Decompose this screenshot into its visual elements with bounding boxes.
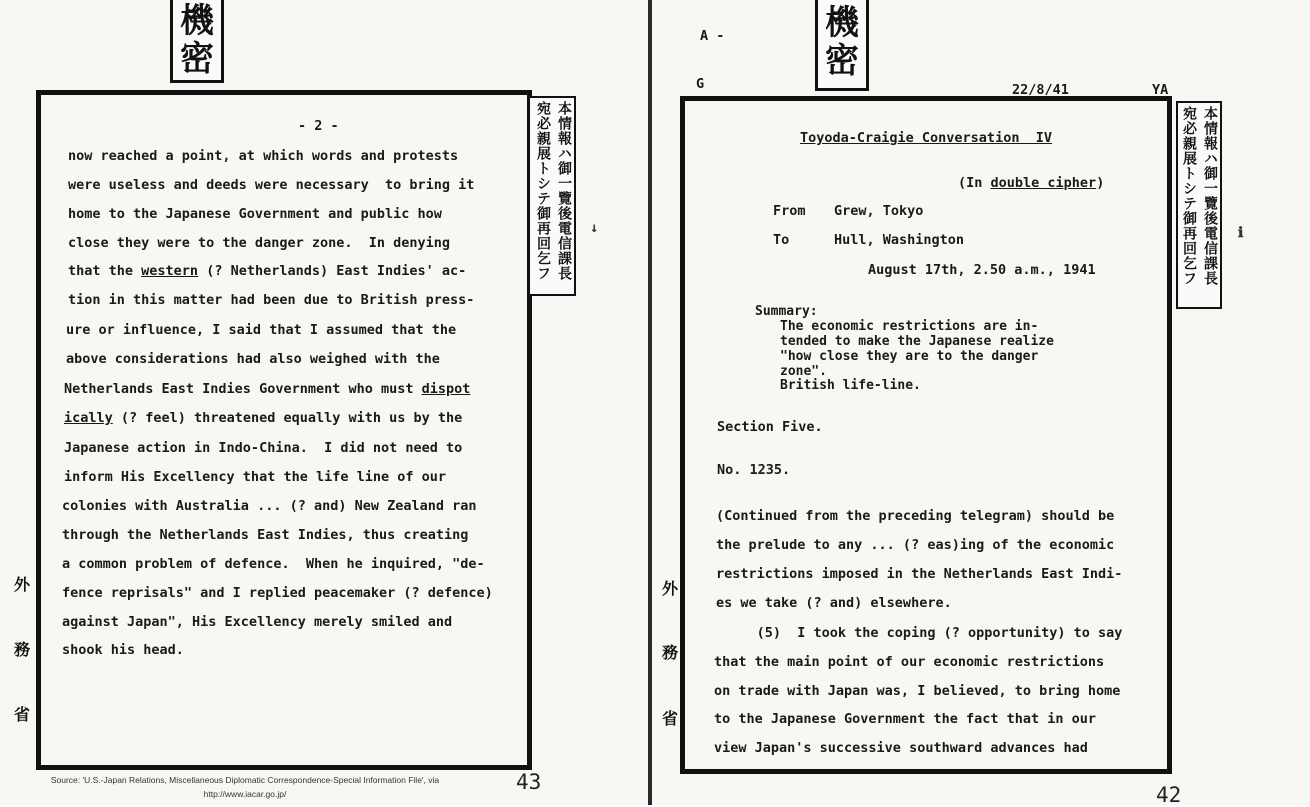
text-line: the prelude to any ... (? eas)ing of the economic — [716, 537, 1115, 553]
text-line: fence reprisals" and I replied peacemaker (? defence) — [62, 585, 493, 601]
section-heading: Section Five. — [717, 419, 823, 435]
text-line: es we take (? and) elsewhere. — [716, 595, 952, 611]
secret-stamp-left — [170, 0, 224, 83]
page-number-left: 43 — [516, 770, 542, 794]
text-line: against Japan", His Excellency merely smiled and — [62, 614, 453, 630]
text-segment: that the — [68, 263, 142, 279]
source-caption: Source: 'U.S.-Japan Relations, Miscellaneous Diplomatic Correspondence-Special Information File', via http://www.iacar.go.jp/ — [50, 775, 440, 799]
routing-column: 宛必親展トシテ御再回乞フ — [535, 101, 551, 281]
text-segment: (In — [958, 175, 991, 191]
secret-stamp-right — [815, 0, 869, 91]
text-line: view Japan's successive southward advances had — [714, 740, 1088, 756]
margin-kanji: 務 — [14, 640, 31, 659]
from-value: Grew, Tokyo — [834, 203, 924, 219]
text-segment: Netherlands East Indies Government who must — [64, 381, 422, 397]
message-datetime: August 17th, 2.50 a.m., 1941 — [868, 262, 1096, 278]
text-line: inform His Excellency that the life line of our — [64, 469, 447, 485]
text-line: close they were to the danger zone. In denying — [68, 235, 451, 251]
document-title: Toyoda-Craigie Conversation IV — [800, 130, 1052, 146]
margin-kanji: 外 — [14, 575, 31, 594]
text-line: Japanese action in Indo-China. I did not need to — [64, 440, 463, 456]
text-segment: (? Netherlands) East Indies' ac- — [198, 263, 467, 279]
summary-line: "how close they are to the danger — [780, 349, 1039, 364]
cipher-note — [958, 175, 1104, 191]
page-number-right: 42 — [1156, 783, 1182, 807]
routing-column: 本情報ハ御一覽後電信課長 — [1202, 106, 1218, 286]
summary-line: The economic restrictions are in- — [780, 319, 1039, 334]
text-line: (Continued from the preceding telegram) should be — [716, 508, 1115, 524]
from-label: From — [773, 203, 806, 219]
file-code: YA — [1152, 82, 1169, 98]
corner-code-a: A - — [700, 28, 725, 44]
stamp-char: 機 — [180, 1, 214, 41]
margin-mark: ↓ — [590, 220, 599, 236]
underlined-word: dispot — [421, 381, 471, 397]
routing-box-right — [1176, 101, 1222, 309]
text-line: through the Netherlands East Indies, thus creating — [62, 527, 469, 543]
text-line: home to the Japanese Government and public how — [68, 206, 442, 222]
margin-kanji: 務 — [662, 643, 679, 662]
document-frame-right — [680, 96, 1172, 774]
text-line: now reached a point, at which words and protests — [68, 148, 459, 164]
to-label: To — [773, 232, 790, 248]
to-value: Hull, Washington — [834, 232, 965, 248]
routing-box-left — [528, 96, 576, 296]
text-line — [64, 381, 470, 397]
margin-kanji: 省 — [662, 709, 679, 728]
corner-code-g: G — [696, 76, 705, 92]
text-line — [64, 410, 462, 426]
margin-mark: ℹ — [1238, 225, 1244, 241]
text-line: (5) I took the coping (? opportunity) to say — [716, 625, 1123, 641]
margin-kanji: 外 — [662, 579, 679, 598]
text-line: ure or influence, I said that I assumed that the — [66, 322, 457, 338]
stamp-char: 機 — [825, 3, 859, 43]
text-line: restrictions imposed in the Netherlands East Indi- — [716, 566, 1123, 582]
summary-label: Summary: — [755, 304, 818, 319]
underlined-word: western — [141, 263, 199, 279]
text-line: that the main point of our economic restrictions — [714, 654, 1105, 670]
stamp-char: 密 — [825, 41, 859, 81]
page-heading: - 2 - — [298, 118, 339, 134]
routing-column: 宛必親展トシテ御再回乞フ — [1181, 106, 1197, 286]
text-line: shook his head. — [62, 642, 184, 658]
text-line: colonies with Australia ... (? and) New Zealand ran — [62, 498, 477, 514]
text-line: above considerations had also weighed with the — [66, 351, 440, 367]
underlined-word: ically — [64, 410, 113, 426]
text-line: tion in this matter had been due to British press- — [68, 292, 475, 308]
routing-column: 本情報ハ御一覽後電信課長 — [556, 101, 572, 281]
telegram-number: No. 1235. — [717, 462, 791, 478]
summary-line: tended to make the Japanese realize — [780, 334, 1054, 349]
text-segment: (? feel) threatened equally with us by the — [112, 410, 463, 426]
text-line: on trade with Japan was, I believed, to bring home — [714, 683, 1121, 699]
summary-line: British life-line. — [780, 378, 921, 393]
text-line: to the Japanese Government the fact that in our — [714, 711, 1097, 727]
summary-line: zone". — [780, 364, 827, 379]
text-segment: ) — [1096, 175, 1105, 191]
stamp-char: 密 — [180, 39, 214, 79]
text-line: a common problem of defence. When he inquired, "de- — [62, 556, 485, 572]
text-line: were useless and deeds were necessary to bring it — [68, 177, 475, 193]
date-stamp: 22/8/41 — [1012, 82, 1069, 98]
margin-kanji: 省 — [14, 705, 31, 724]
underlined-word: double cipher — [990, 175, 1097, 191]
text-line — [68, 263, 466, 279]
